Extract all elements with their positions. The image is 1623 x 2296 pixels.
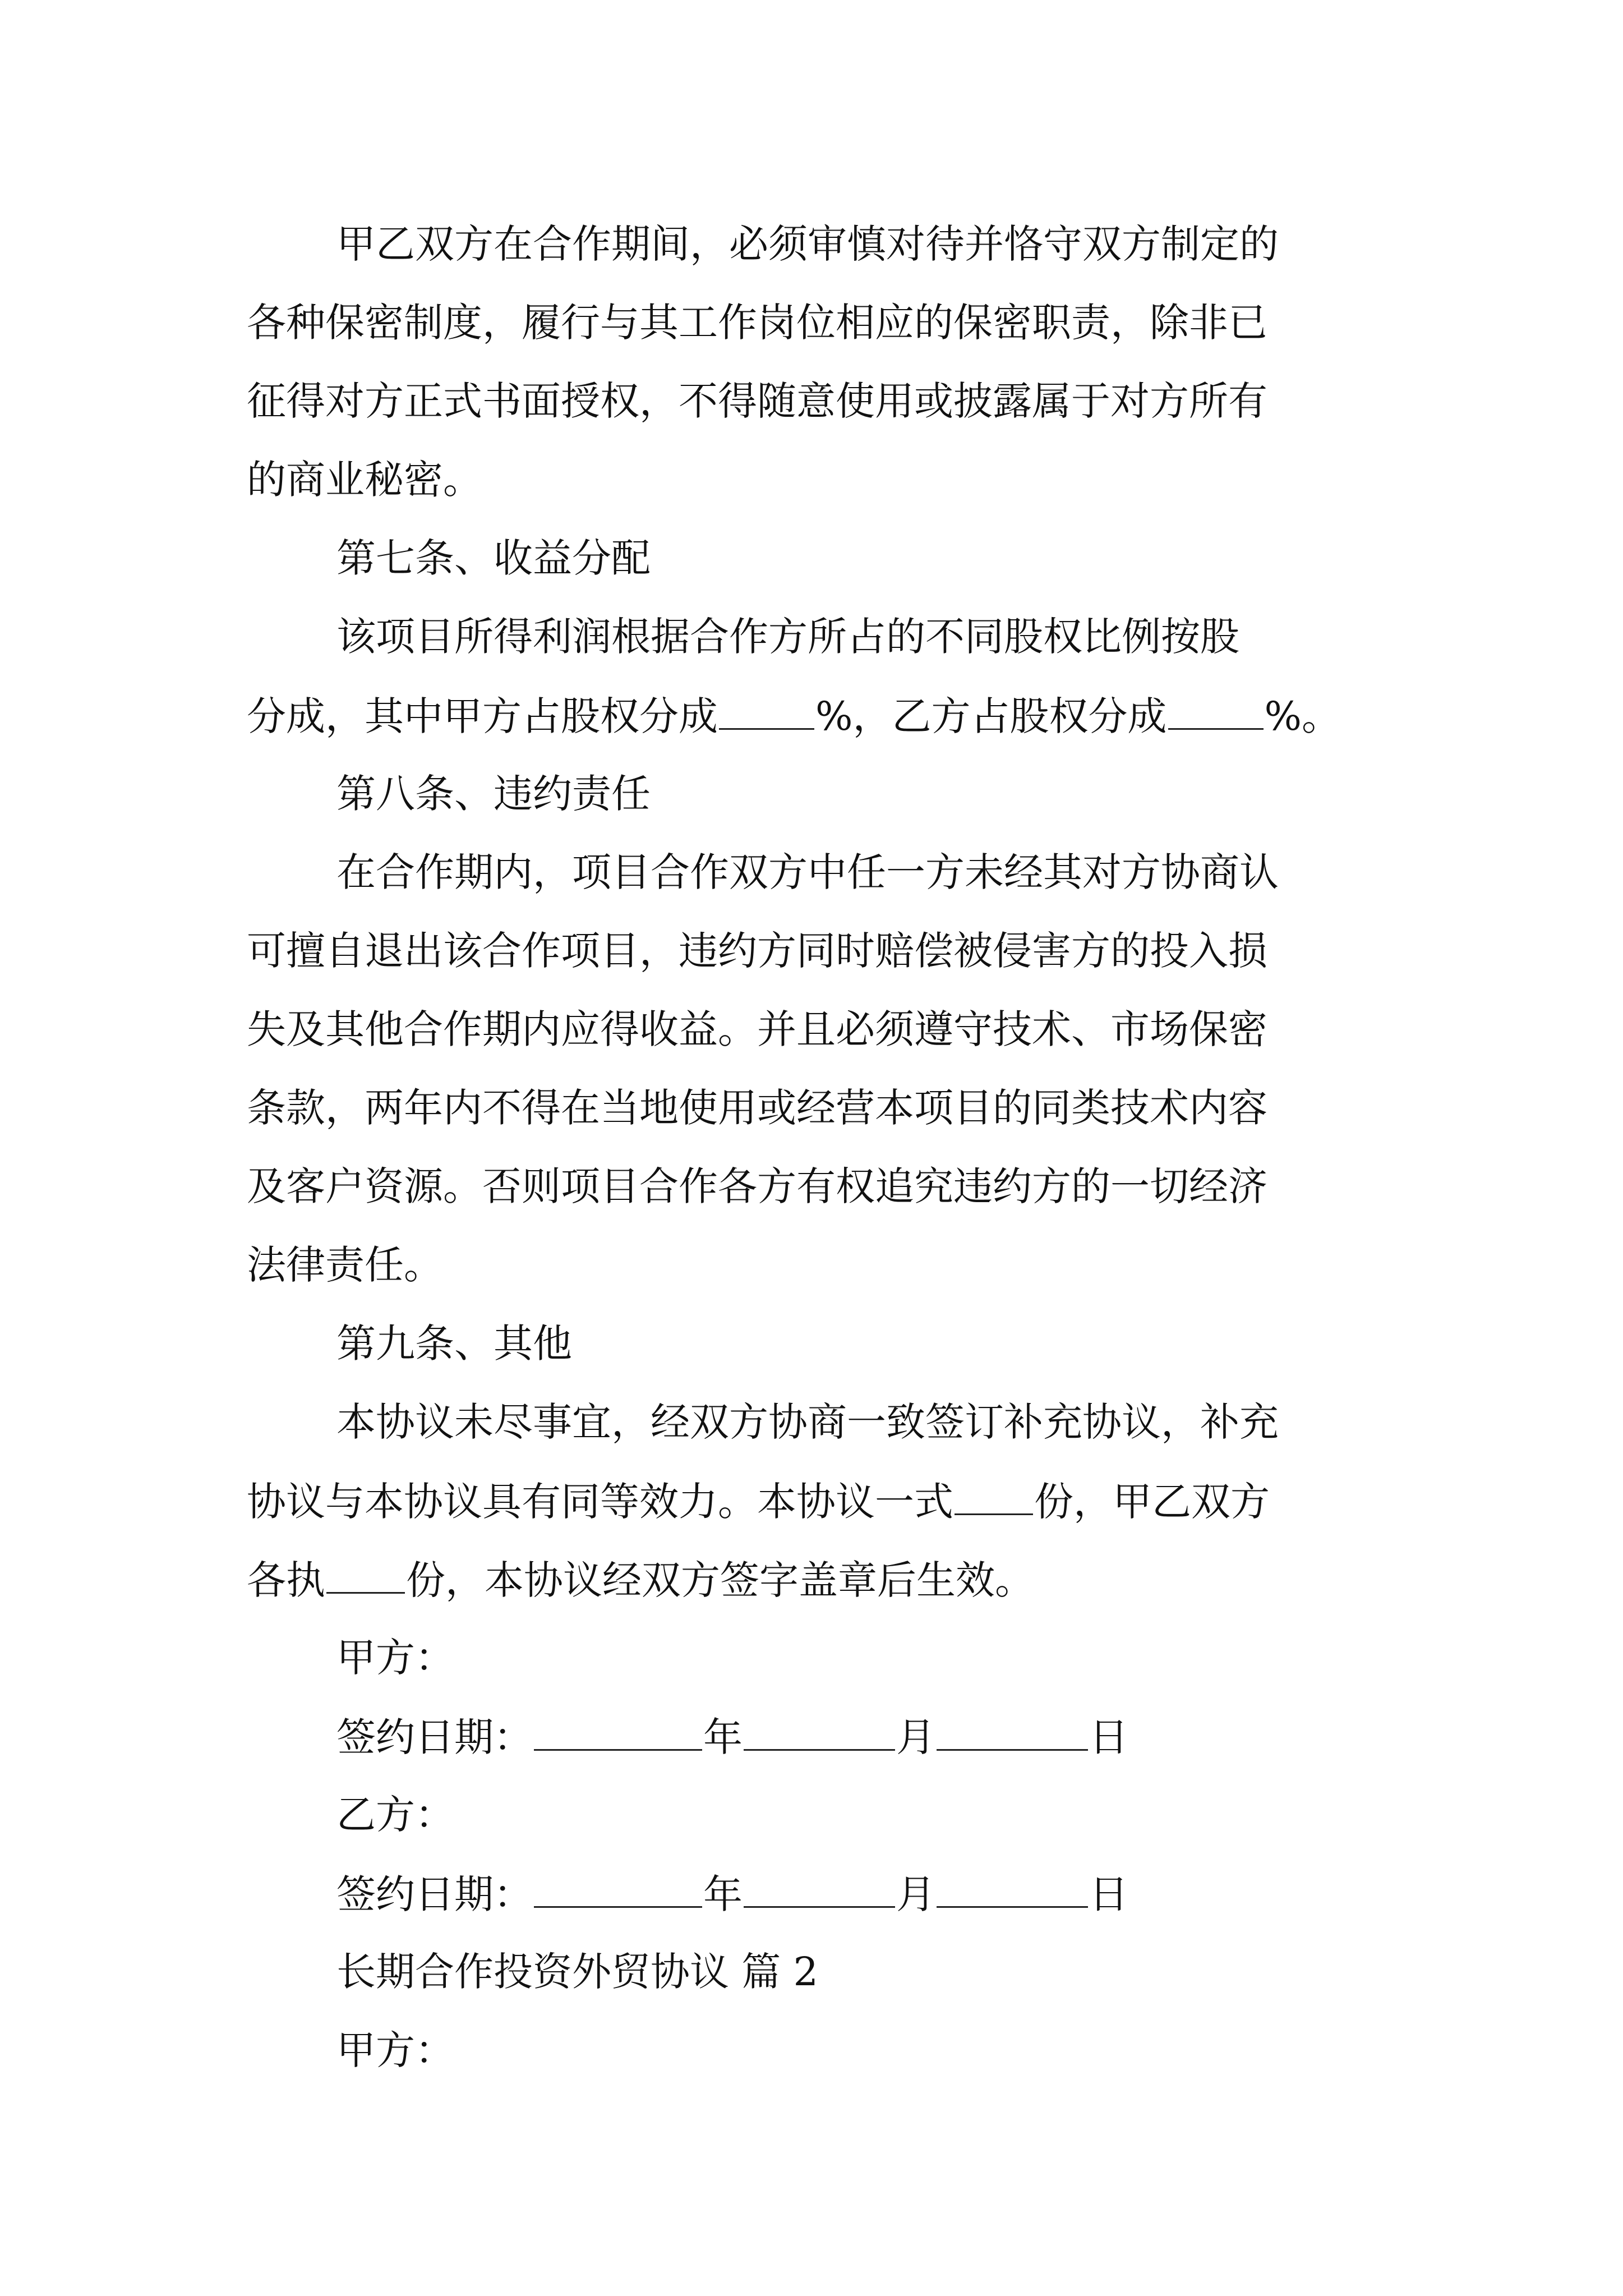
paragraph-breach-line-2: 可擅自退出该合作项目，违约方同时赔偿被侵害方的投入损 (247, 928, 1267, 974)
copies-blank (955, 1481, 1033, 1515)
year-blank (534, 1717, 702, 1751)
paragraph-breach-line-3: 失及其他合作期内应得收益。并且必须遵守技术、市场保密 (247, 1006, 1267, 1052)
paragraph-breach-line-5: 及客户资源。否则项目合作各方有权追究违约方的一切经济 (247, 1163, 1267, 1209)
paragraph-other-line-2 (247, 1479, 1270, 1525)
other-text-a: 协议与本协议具有同等效力。本协议一式 (247, 1479, 953, 1525)
paragraph-confidentiality-line-1: 甲乙双方在合作期间，必须审慎对待并恪守双方制定的 (336, 221, 1279, 267)
paragraph-confidentiality-line-3: 征得对方正式书面授权，不得随意使用或披露属于对方所有 (247, 378, 1267, 424)
profit-text-b: %，乙方占股权分成 (815, 693, 1167, 739)
year-blank (534, 1874, 702, 1908)
paragraph-confidentiality-line-2: 各种保密制度，履行与其工作岗位相应的保密职责，除非已 (247, 300, 1267, 346)
party-b-label: 乙方： (336, 1792, 454, 1838)
date-label: 签约日期： (336, 1714, 533, 1760)
heading-article-9: 第九条、其他 (336, 1320, 572, 1366)
date-label: 签约日期： (336, 1871, 533, 1917)
party-b-share-blank (1168, 696, 1264, 730)
party-b-date-row (336, 1871, 1128, 1917)
day-label: 日 (1089, 1871, 1128, 1917)
paragraph-other-line-1: 本协议未尽事宜，经双方协商一致签订补充协议，补充 (336, 1399, 1279, 1445)
section-2-title: 长期合作投资外贸协议 篇 2 (336, 1949, 819, 1995)
month-blank (744, 1717, 895, 1751)
month-label: 月 (896, 1871, 935, 1917)
each-holds-blank (326, 1559, 405, 1594)
day-blank (937, 1717, 1088, 1751)
party-a-label: 甲方： (336, 1635, 454, 1681)
other-text-d: 份，本协议经双方签字盖章后生效。 (406, 1557, 1034, 1603)
other-text-b: 份，甲乙双方 (1034, 1479, 1270, 1525)
paragraph-breach-line-4: 条款，两年内不得在当地使用或经营本项目的同类技术内容 (247, 1085, 1267, 1131)
day-label: 日 (1089, 1714, 1128, 1760)
paragraph-profit-line-2 (247, 693, 1341, 739)
paragraph-profit-line-1: 该项目所得利润根据合作方所占的不同股权比例按股 (336, 614, 1239, 660)
month-label: 月 (896, 1714, 935, 1760)
paragraph-confidentiality-line-4: 的商业秘密。 (247, 457, 482, 503)
paragraph-other-line-3 (247, 1557, 1034, 1603)
other-text-c: 各执 (247, 1557, 325, 1603)
profit-text-c: %。 (1264, 693, 1341, 739)
heading-article-7: 第七条、收益分配 (336, 535, 651, 581)
year-label: 年 (703, 1714, 743, 1760)
paragraph-breach-line-1: 在合作期内，项目合作双方中任一方未经其对方协商认 (336, 849, 1279, 895)
paragraph-breach-line-6: 法律责任。 (247, 1242, 443, 1288)
profit-text-a: 分成，其中甲方占股权分成 (247, 693, 718, 739)
section-2-party-a: 甲方： (336, 2027, 454, 2073)
month-blank (744, 1874, 895, 1908)
party-a-date-row (336, 1714, 1128, 1760)
heading-article-8: 第八条、违约责任 (336, 771, 651, 817)
party-a-share-blank (719, 696, 814, 730)
day-blank (937, 1874, 1088, 1908)
year-label: 年 (703, 1871, 743, 1917)
